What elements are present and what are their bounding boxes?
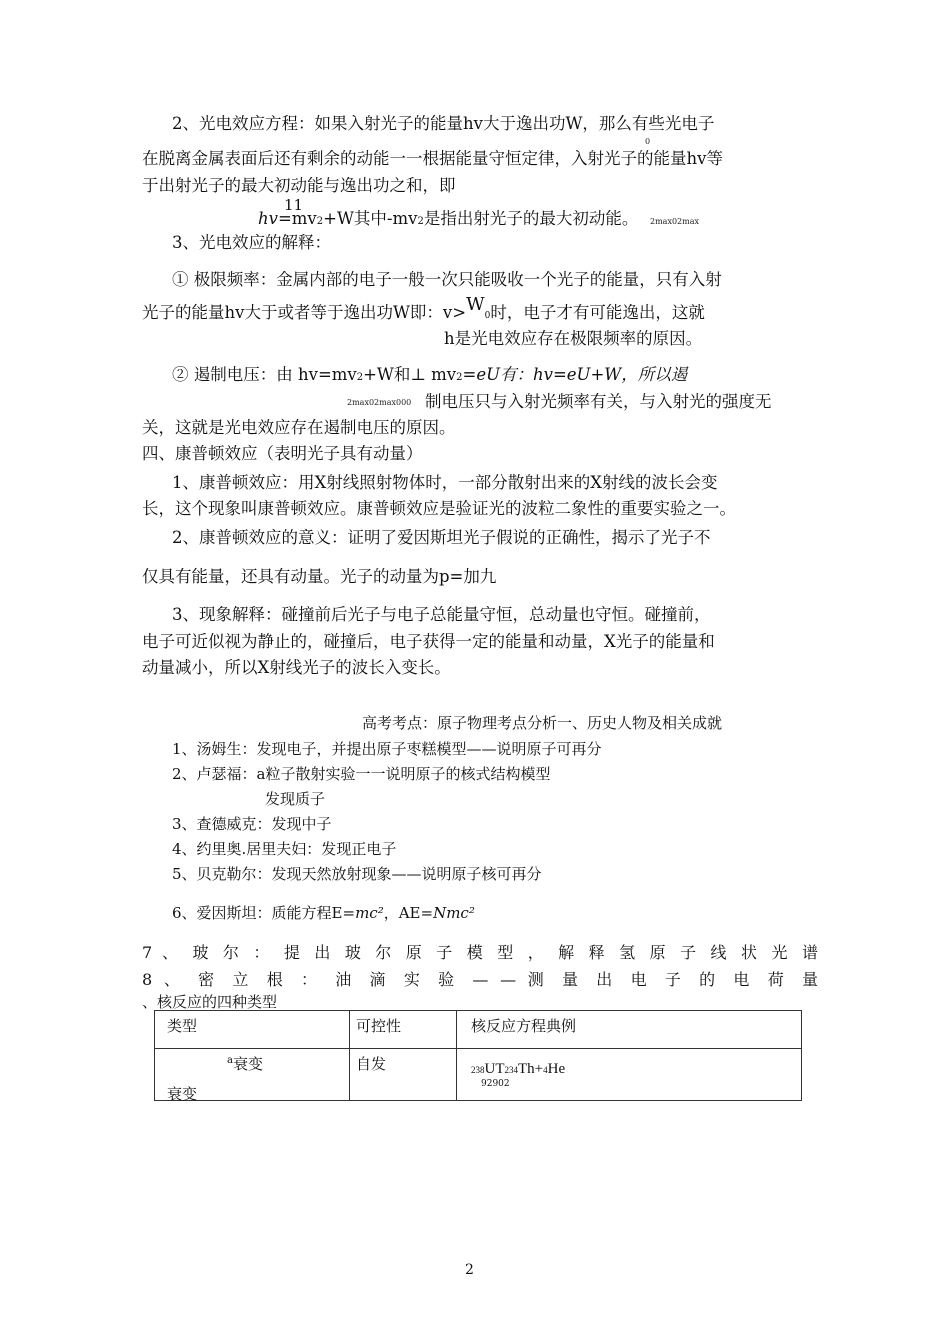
section-compton-title: 四、康普顿效应（表明光子具有动量） [142,444,423,463]
eq-hv: hv [258,209,278,228]
row-decay-type [155,1049,350,1101]
compton-3-line2: 电子可近似视为静止的，碰撞后，电子获得一定的能量和动量，X光子的能量和 [142,632,715,651]
item1-line2b: 时，电子才有可能逸出，这就 [490,303,705,322]
compton-1-line2: 长，这个现象叫康普顿效应。康普顿效应是验证光的波粒二象性的重要实验之一。 [142,499,736,518]
eq-tail-subscripts: 2max02max [650,217,700,226]
exam-item-1: 1、汤姆生：发现电子，并提出原子枣糕模型——说明原子可再分 [172,740,602,758]
exam-item-4: 4、约里奥.居里夫妇：发现正电子 [172,840,397,858]
th-ctrl [350,1011,457,1049]
nuclear-reaction-table [154,1010,802,1101]
fraction-numerators: 11 [284,196,304,214]
eq-sub2: 2 [417,216,424,227]
eq-low-numbers: 92902 [481,1079,510,1089]
exam-item-7: 7 、 玻 尔 ： 提 出 玻 尔 原 子 模 型 ， 解 释 氢 原 子 线 状 光 谱 [142,943,818,962]
th-eq [457,1011,802,1049]
item2-line1 [172,365,687,388]
alpha-text: 衰变 [232,1055,263,1073]
decay-group-label: 衰变 [167,1085,198,1103]
th-eq-label: 核反应方程典例 [471,1017,577,1035]
alpha-decay-label [227,1053,263,1074]
para-photoeffect-eq-line3: 于出射光子的最大初动能与逸出功之和，即 [142,176,456,195]
decay-ctrl-label: 自发 [356,1055,387,1073]
nuclear-types-title: 、核反应的四种类型 [142,993,278,1011]
item1-line3: h是光电效应存在极限频率的原因。 [444,329,703,348]
item6-d: Nmc² [433,904,475,922]
eq-th: Th+ [518,1061,544,1077]
eq-he: He [547,1061,566,1077]
compton-2-line1: 2、康普顿效应的意义：证明了爱因斯坦光子假说的正确性，揭示了光子不 [172,528,711,547]
compton-2-line2: 仅具有能量，还具有动量。光子的动量为p=加九 [142,567,497,586]
row-decay-eq [457,1049,802,1101]
compton-1-line1: 1、康普顿效应：用X射线照射物体时，一部分散射出来的X射线的波长会变 [172,473,718,492]
einstein-equation [258,209,638,232]
exam-item-2b: 发现质子 [265,790,326,808]
eq-four: 4 [543,1065,548,1075]
eq-desc: 是指出射光子的最大初动能。 [423,209,639,228]
exam-item-3: 3、查德威克：发现中子 [172,815,332,833]
compton-3-line1: 3、现象解释：碰撞前后光子与电子总能量守恒，总动量也守恒。碰撞前， [172,605,711,624]
eq-arrow: T [495,1061,505,1077]
decay-equation [471,1061,565,1078]
item2-sub1: 2 [356,372,364,383]
item6-b: mc² [355,904,384,922]
para-photoeffect-eq-line2: 在脱离金属表面后还有剩余的动能一一根据能量守恒定律，入射光子的能量hv等 [142,149,723,168]
eq-mid-num: 234 [504,1065,519,1075]
row-decay-ctrl [350,1049,457,1101]
item1-w-sub: 0 [484,311,491,321]
item6-c: ，AE= [383,904,434,922]
item2-subscripts: 2max02max000 [347,398,412,407]
page-number: 2 [465,1262,474,1278]
item2-b: +W和⊥ mv [363,365,457,384]
eq-mid: +W其中-mv [323,209,418,228]
exam-item-6 [172,904,475,922]
compton-3-line3: 动量减小，所以X射线光子的波长入变长。 [142,658,451,677]
th-type-label: 类型 [167,1017,198,1035]
exam-heading: 高考考点：原子物理考点分析一、历史人物及相关成就 [362,714,723,732]
work-subscript: 0 [645,137,651,146]
th-type [155,1011,350,1049]
item1-line2a: 光子的能量hv大于或者等于逸出功W即：v> [142,303,467,322]
exam-item-5: 5、贝克勒尔：发现天然放射现象——说明原子核可再分 [172,865,542,883]
item2-line2: 制电压只与入射光频率有关，与入射光的强度无 [425,392,772,411]
eq-u: U [484,1061,496,1077]
item6-a: 6、爱因斯坦：质能方程E= [172,904,356,922]
item2-a: ② 遏制电压：由 hv=mv [172,365,357,384]
exam-item-8: 8 、 密 立 根 ： 油 滴 实 验 — — 测 量 出 电 子 的 电 荷 量 [142,970,818,989]
item2-sub2: 2 [456,372,463,383]
item1-line1: ① 极限频率：金属内部的电子一般一次只能吸收一个光子的能量，只有入射 [172,270,722,289]
eq-pre: 238 [471,1065,485,1075]
item2-c: =eU有：hv=eU+W，所以遏 [462,365,688,384]
eq-sub: 2 [316,216,324,227]
eq-mv: =mv [277,209,317,228]
th-ctrl-label: 可控性 [356,1017,402,1035]
para-photoeffect-eq-line1: 2、光电效应方程：如果入射光子的能量hv大于逸出功W，那么有些光电子 [172,114,715,133]
item1-line2 [142,294,705,326]
section-explanation-title: 3、光电效应的解释： [172,233,331,252]
alpha-sup: a [227,1055,233,1066]
item2-line3: 关，这就是光电效应存在遏制电压的原因。 [142,418,456,437]
item1-w: W [466,294,485,315]
exam-item-2: 2、卢瑟福：a粒子散射实验一一说明原子的核式结构模型 [172,765,551,783]
